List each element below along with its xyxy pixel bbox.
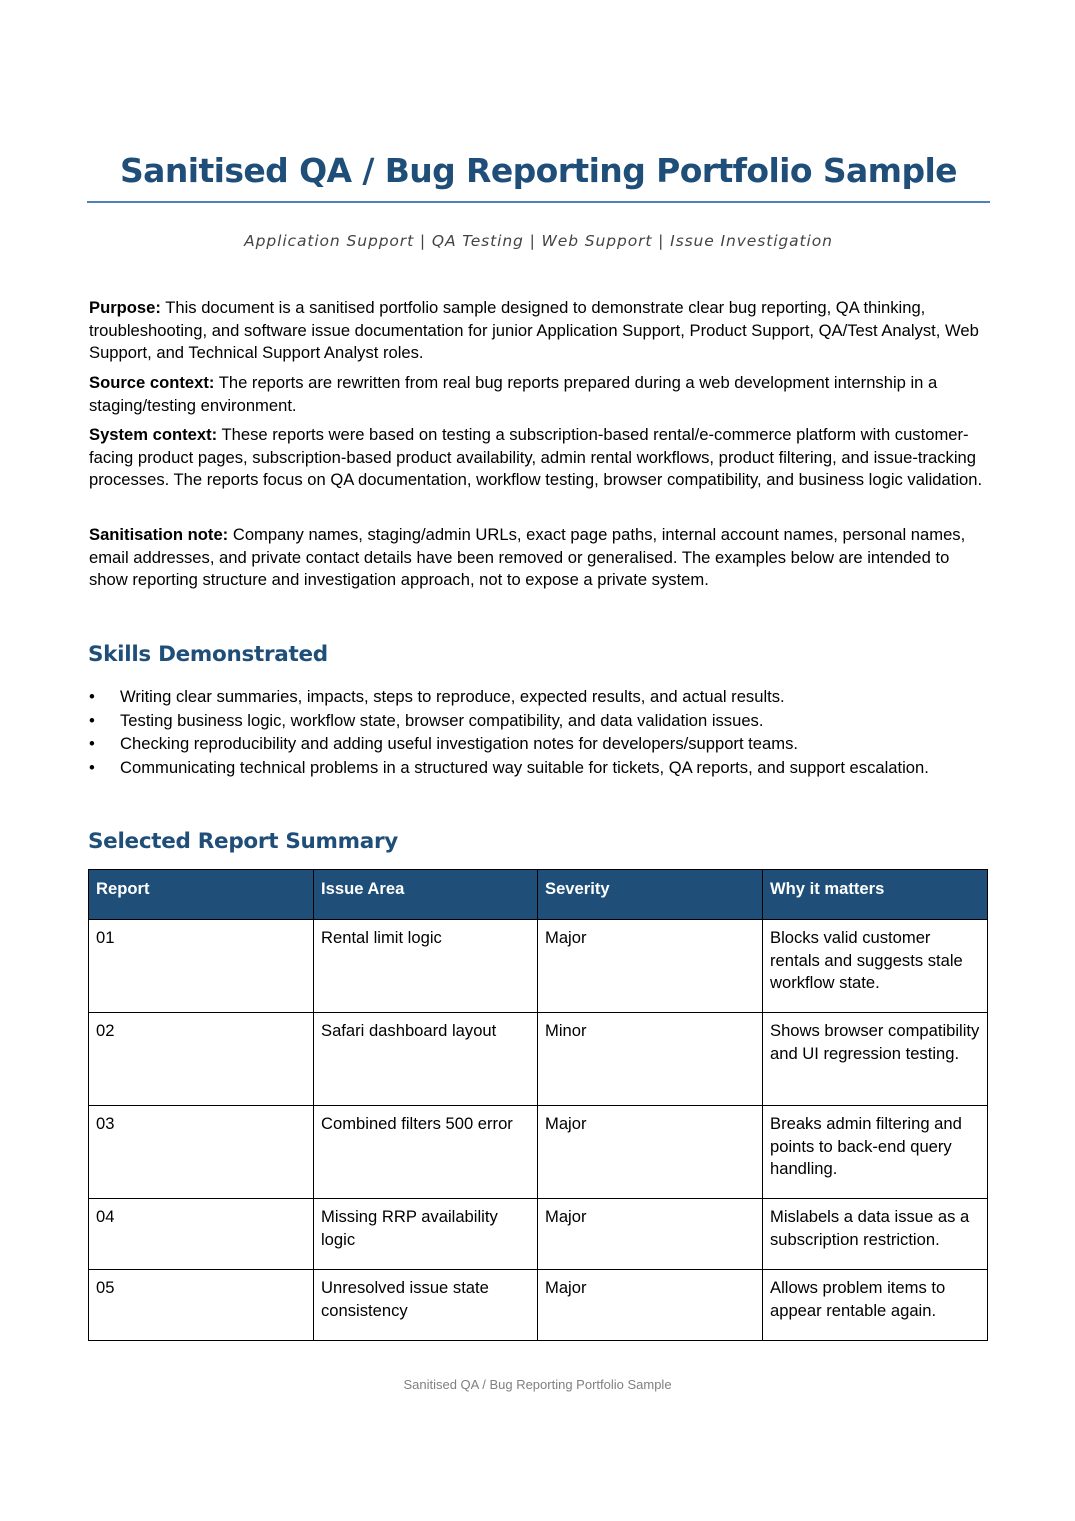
list-item <box>89 685 989 709</box>
cell-report: 03 <box>89 1106 314 1199</box>
list-item <box>89 732 989 756</box>
list-item <box>89 756 989 780</box>
source-context-label: Source context: <box>89 373 215 392</box>
title-divider <box>87 201 990 203</box>
cell-why-it-matters: Breaks admin filtering and points to back-end query handling. <box>763 1106 988 1199</box>
cell-report: 05 <box>89 1270 314 1341</box>
skill-text: Communicating technical problems in a structured way suitable for tickets, QA reports, and support escalation. <box>120 757 929 777</box>
skill-text: Writing clear summaries, impacts, steps to reproduce, expected results, and actual results. <box>120 687 785 706</box>
column-header-report: Report <box>89 870 314 920</box>
column-header-why-it-matters: Why it matters <box>763 870 988 920</box>
source-context-text: The reports are rewritten from real bug reports prepared during a web development internship in a staging/testing environment. <box>89 373 938 415</box>
table-row <box>89 1106 988 1199</box>
bullet-icon: • <box>89 710 95 730</box>
list-item <box>89 709 989 733</box>
column-header-severity: Severity <box>538 870 763 920</box>
cell-issue-area: Safari dashboard layout <box>314 1013 538 1106</box>
cell-severity: Minor <box>538 1013 763 1106</box>
system-context-label: System context: <box>89 425 218 444</box>
cell-report: 04 <box>89 1199 314 1270</box>
system-context-paragraph <box>89 424 989 492</box>
sanitisation-note-paragraph <box>89 524 989 592</box>
page-footer: Sanitised QA / Bug Reporting Portfolio Sample <box>403 1377 672 1392</box>
cell-severity: Major <box>538 920 763 1013</box>
purpose-text: This document is a sanitised portfolio sample designed to demonstrate clear bug reporting, QA thinking, troubleshooting, and software issue documentation for junior Application Support, Product Support, QA/Test Analyst, Web Support, and Technical Support Analyst roles. <box>89 298 979 363</box>
cell-issue-area: Unresolved issue state consistency <box>314 1270 538 1341</box>
source-context-paragraph <box>89 372 989 417</box>
report-summary-table <box>88 869 988 1341</box>
cell-issue-area: Missing RRP availability logic <box>314 1199 538 1270</box>
bullet-icon: • <box>89 757 95 777</box>
skills-list <box>89 685 989 779</box>
cell-severity: Major <box>538 1270 763 1341</box>
bullet-icon: • <box>89 734 95 753</box>
cell-severity: Major <box>538 1199 763 1270</box>
table-row <box>89 1013 988 1106</box>
table-header-row <box>89 870 988 920</box>
summary-heading: Selected Report Summary <box>88 829 398 854</box>
cell-why-it-matters: Allows problem items to appear rentable again. <box>763 1270 988 1341</box>
cell-report: 01 <box>89 920 314 1013</box>
document-title: Sanitised QA / Bug Reporting Portfolio Sample <box>120 151 957 190</box>
sanitisation-note-label: Sanitisation note: <box>89 525 229 544</box>
column-header-issue-area: Issue Area <box>314 870 538 920</box>
table-row <box>89 1199 988 1270</box>
document-subtitle: Application Support | QA Testing | Web Support | Issue Investigation <box>244 232 833 250</box>
skill-text: Checking reproducibility and adding useful investigation notes for developers/support teams. <box>120 734 798 753</box>
table-row <box>89 920 988 1013</box>
purpose-paragraph <box>89 297 989 365</box>
skills-heading: Skills Demonstrated <box>88 642 328 667</box>
purpose-label: Purpose: <box>89 298 161 317</box>
skill-text: Testing business logic, workflow state, browser compatibility, and data validation issues. <box>120 710 764 730</box>
cell-why-it-matters: Shows browser compatibility and UI regression testing. <box>763 1013 988 1106</box>
system-context-text: These reports were based on testing a subscription-based rental/e-commerce platform with customer-facing product pages, subscription-based product availability, admin rental workflows, product filtering, and issue-tracking processes. The reports focus on QA documentation, workflow testing, browser compatibility, and business logic validation. <box>89 425 983 490</box>
cell-report: 02 <box>89 1013 314 1106</box>
sanitisation-note-text: Company names, staging/admin URLs, exact page paths, internal account names, personal names, email addresses, and private contact details have been removed or generalised. The examples below are intended to show reporting structure and investigation approach, not to expose a private system. <box>89 525 966 590</box>
cell-severity: Major <box>538 1106 763 1199</box>
cell-issue-area: Combined filters 500 error <box>314 1106 538 1199</box>
cell-issue-area: Rental limit logic <box>314 920 538 1013</box>
table-row <box>89 1270 988 1341</box>
bullet-icon: • <box>89 687 95 706</box>
cell-why-it-matters: Blocks valid customer rentals and suggests stale workflow state. <box>763 920 988 1013</box>
cell-why-it-matters: Mislabels a data issue as a subscription restriction. <box>763 1199 988 1270</box>
